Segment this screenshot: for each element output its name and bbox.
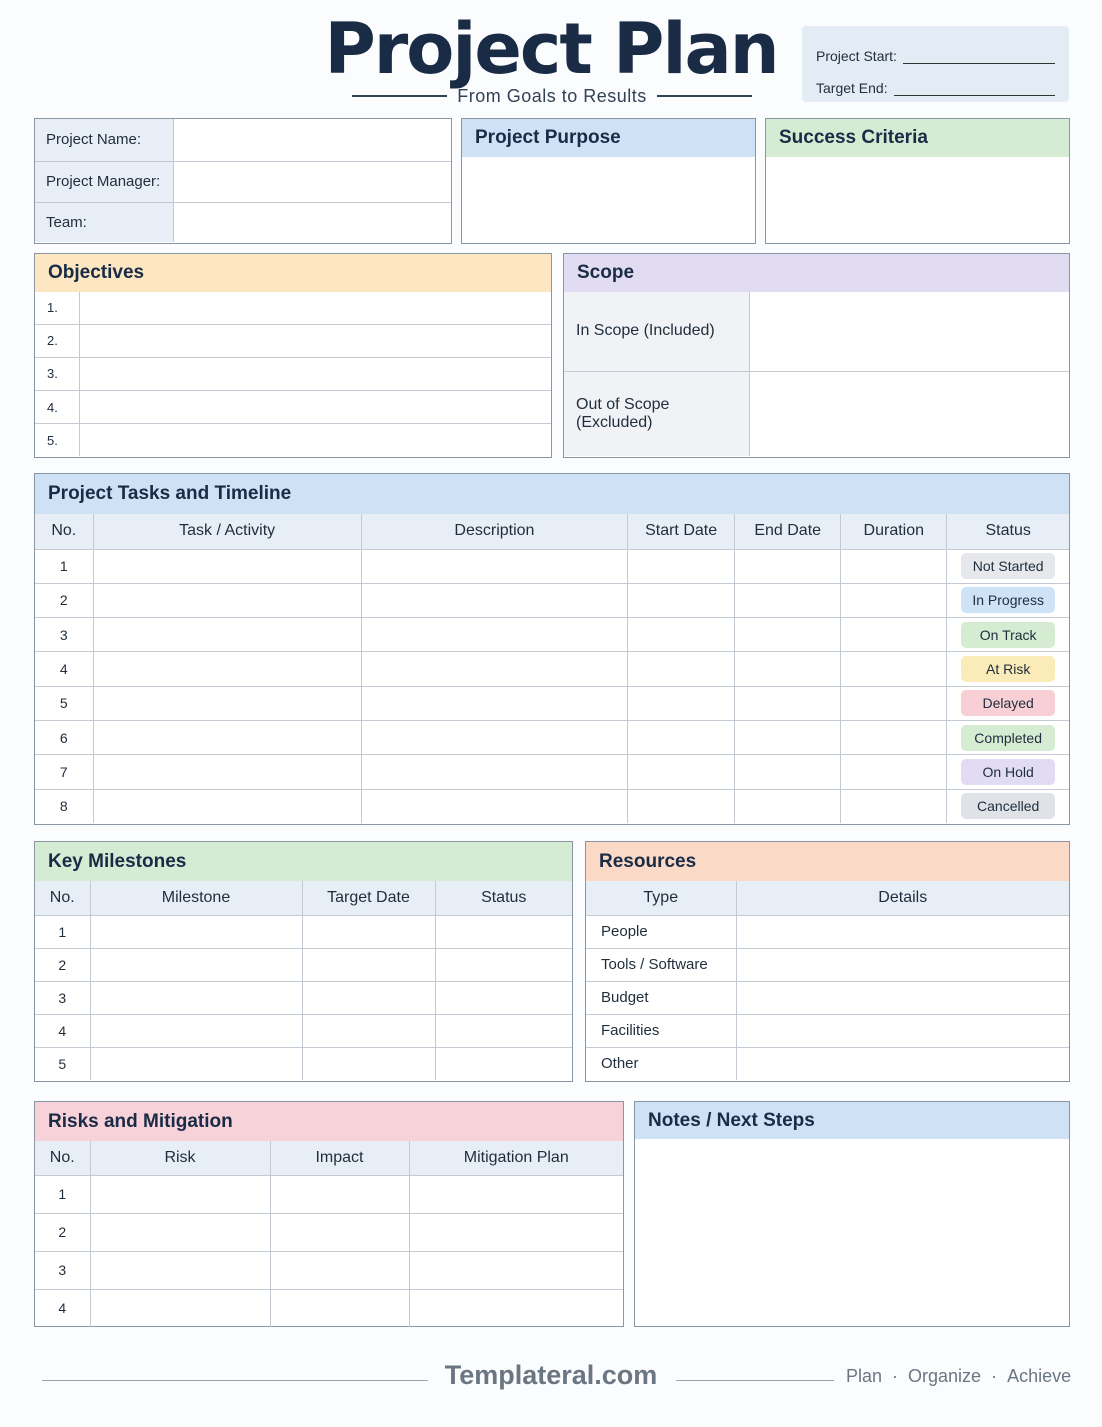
duration-field[interactable] bbox=[841, 549, 947, 583]
milestone-status-field[interactable] bbox=[435, 915, 572, 948]
objective-field[interactable] bbox=[79, 324, 551, 357]
start-date-field[interactable] bbox=[628, 720, 735, 754]
table-row bbox=[35, 618, 1069, 652]
status-badge[interactable]: In Progress bbox=[961, 587, 1055, 613]
description-field[interactable] bbox=[361, 755, 627, 789]
status-badge[interactable]: On Hold bbox=[961, 759, 1055, 785]
objective-field[interactable] bbox=[79, 292, 551, 324]
footer-rule-right bbox=[676, 1380, 834, 1381]
table-row bbox=[35, 755, 1069, 789]
task-number: 4 bbox=[35, 652, 93, 686]
duration-field[interactable] bbox=[841, 583, 947, 617]
status-badge[interactable]: Delayed bbox=[961, 690, 1055, 716]
task-field[interactable] bbox=[93, 755, 361, 789]
start-date-field[interactable] bbox=[628, 686, 735, 720]
target-end-row bbox=[816, 70, 1055, 96]
task-field[interactable] bbox=[93, 720, 361, 754]
table-row bbox=[586, 948, 1069, 981]
in-scope-label: In Scope (Included) bbox=[564, 292, 749, 371]
purpose-panel bbox=[461, 118, 756, 244]
status-cell[interactable] bbox=[947, 583, 1069, 617]
table-row bbox=[35, 948, 572, 981]
resource-type: People bbox=[586, 915, 736, 948]
table-row bbox=[35, 1175, 623, 1213]
milestone-number: 4 bbox=[35, 1014, 90, 1047]
milestone-field[interactable] bbox=[90, 948, 302, 981]
task-number: 2 bbox=[35, 583, 93, 617]
page-subtitle: From Goals to Results bbox=[457, 85, 647, 106]
table-row bbox=[35, 981, 572, 1014]
duration-field[interactable] bbox=[841, 755, 947, 789]
resource-details-field[interactable] bbox=[736, 981, 1069, 1014]
purpose-field[interactable] bbox=[462, 157, 755, 241]
column-header: No. bbox=[35, 514, 93, 549]
column-header: Status bbox=[947, 514, 1069, 549]
target-end-field[interactable] bbox=[894, 80, 1055, 96]
target-date-field[interactable] bbox=[302, 915, 435, 948]
footer-rule-left bbox=[42, 1380, 428, 1381]
risks-panel bbox=[34, 1101, 624, 1327]
risks-heading: Risks and Mitigation bbox=[35, 1102, 623, 1141]
end-date-field[interactable] bbox=[735, 618, 841, 652]
resources-heading: Resources bbox=[586, 842, 1069, 881]
scope-heading: Scope bbox=[564, 254, 1069, 292]
start-date-field[interactable] bbox=[628, 755, 735, 789]
success-heading: Success Criteria bbox=[766, 119, 1069, 157]
in-scope-field[interactable] bbox=[749, 292, 1069, 371]
column-header: Details bbox=[736, 881, 1069, 915]
objective-number: 2. bbox=[35, 324, 79, 357]
objective-number: 4. bbox=[35, 391, 79, 424]
table-row bbox=[35, 720, 1069, 754]
end-date-field[interactable] bbox=[735, 755, 841, 789]
resource-type: Budget bbox=[586, 981, 736, 1014]
table-row bbox=[586, 1047, 1069, 1080]
table-row bbox=[586, 1014, 1069, 1047]
footer-tag: Achieve bbox=[1007, 1366, 1072, 1386]
objective-field[interactable] bbox=[79, 391, 551, 424]
resources-panel bbox=[585, 841, 1070, 1082]
status-cell[interactable] bbox=[947, 549, 1069, 583]
status-badge[interactable]: At Risk bbox=[961, 656, 1055, 682]
risk-number: 1 bbox=[35, 1175, 90, 1213]
milestone-field[interactable] bbox=[90, 981, 302, 1014]
mitigation-field[interactable] bbox=[409, 1213, 623, 1251]
end-date-field[interactable] bbox=[735, 549, 841, 583]
end-date-field[interactable] bbox=[735, 686, 841, 720]
task-number: 6 bbox=[35, 720, 93, 754]
status-cell[interactable] bbox=[947, 686, 1069, 720]
status-badge[interactable]: Not Started bbox=[961, 553, 1055, 579]
success-field[interactable] bbox=[766, 157, 1069, 241]
impact-field[interactable] bbox=[270, 1175, 409, 1213]
end-date-field[interactable] bbox=[735, 652, 841, 686]
footer-dot: · bbox=[892, 1366, 899, 1386]
notes-panel bbox=[634, 1101, 1070, 1327]
objective-field[interactable] bbox=[79, 424, 551, 456]
risk-number: 3 bbox=[35, 1251, 90, 1289]
status-cell[interactable] bbox=[947, 755, 1069, 789]
milestone-number: 1 bbox=[35, 915, 90, 948]
start-date-field[interactable] bbox=[628, 549, 735, 583]
status-cell[interactable] bbox=[947, 720, 1069, 754]
column-header: Risk bbox=[90, 1141, 270, 1175]
objective-field[interactable] bbox=[79, 357, 551, 390]
project-manager-field[interactable] bbox=[173, 161, 451, 202]
table-row bbox=[35, 652, 1069, 686]
mitigation-field[interactable] bbox=[409, 1251, 623, 1289]
tasks-table bbox=[35, 514, 1069, 823]
resource-type: Other bbox=[586, 1047, 736, 1080]
resource-details-field[interactable] bbox=[736, 915, 1069, 948]
table-row bbox=[35, 1014, 572, 1047]
target-date-field[interactable] bbox=[302, 1014, 435, 1047]
project-start-field[interactable] bbox=[903, 48, 1055, 64]
table-row bbox=[35, 1047, 572, 1080]
start-date-field[interactable] bbox=[628, 652, 735, 686]
out-scope-field[interactable] bbox=[749, 371, 1069, 456]
milestone-status-field[interactable] bbox=[435, 1014, 572, 1047]
dates-box bbox=[802, 26, 1069, 102]
target-date-field[interactable] bbox=[302, 981, 435, 1014]
description-field[interactable] bbox=[361, 686, 627, 720]
resource-details-field[interactable] bbox=[736, 1047, 1069, 1080]
risk-number: 2 bbox=[35, 1213, 90, 1251]
table-row bbox=[35, 1213, 623, 1251]
milestone-number: 5 bbox=[35, 1047, 90, 1080]
task-number: 8 bbox=[35, 789, 93, 823]
description-field[interactable] bbox=[361, 720, 627, 754]
footer-tag: Plan bbox=[846, 1366, 883, 1386]
column-header: Target Date bbox=[302, 881, 435, 915]
status-badge[interactable]: Cancelled bbox=[961, 793, 1055, 819]
team-label: Team: bbox=[35, 202, 173, 242]
description-field[interactable] bbox=[361, 618, 627, 652]
project-name-field[interactable] bbox=[173, 119, 451, 161]
objective-number: 3. bbox=[35, 357, 79, 390]
milestone-status-field[interactable] bbox=[435, 981, 572, 1014]
resources-table bbox=[586, 881, 1069, 1080]
objectives-heading: Objectives bbox=[35, 254, 551, 292]
footer-dot: · bbox=[991, 1366, 998, 1386]
success-panel bbox=[765, 118, 1070, 244]
team-field[interactable] bbox=[173, 202, 451, 242]
objectives-panel bbox=[34, 253, 552, 458]
status-cell[interactable] bbox=[947, 789, 1069, 823]
subtitle-row bbox=[352, 84, 752, 108]
project-start-label: Project Start: bbox=[816, 48, 897, 64]
tasks-heading: Project Tasks and Timeline bbox=[35, 474, 1069, 514]
risk-number: 4 bbox=[35, 1289, 90, 1327]
status-badge[interactable]: Completed bbox=[961, 725, 1055, 751]
task-field[interactable] bbox=[93, 618, 361, 652]
task-field[interactable] bbox=[93, 549, 361, 583]
target-date-field[interactable] bbox=[302, 948, 435, 981]
risks-table bbox=[35, 1141, 623, 1327]
task-number: 1 bbox=[35, 549, 93, 583]
risk-field[interactable] bbox=[90, 1175, 270, 1213]
table-row bbox=[35, 583, 1069, 617]
impact-field[interactable] bbox=[270, 1213, 409, 1251]
risk-field[interactable] bbox=[90, 1213, 270, 1251]
end-date-field[interactable] bbox=[735, 720, 841, 754]
milestone-number: 3 bbox=[35, 981, 90, 1014]
project-manager-label: Project Manager: bbox=[35, 161, 173, 202]
objective-number: 5. bbox=[35, 424, 79, 456]
table-row bbox=[35, 789, 1069, 823]
task-field[interactable] bbox=[93, 583, 361, 617]
milestone-number: 2 bbox=[35, 948, 90, 981]
purpose-heading: Project Purpose bbox=[462, 119, 755, 157]
task-number: 7 bbox=[35, 755, 93, 789]
duration-field[interactable] bbox=[841, 686, 947, 720]
table-row bbox=[35, 686, 1069, 720]
milestone-field[interactable] bbox=[90, 1014, 302, 1047]
risk-field[interactable] bbox=[90, 1289, 270, 1327]
status-cell[interactable] bbox=[947, 652, 1069, 686]
column-header: Description bbox=[361, 514, 627, 549]
column-header: Mitigation Plan bbox=[409, 1141, 623, 1175]
out-scope-label: Out of Scope (Excluded) bbox=[564, 371, 749, 456]
resource-type: Facilities bbox=[586, 1014, 736, 1047]
duration-field[interactable] bbox=[841, 618, 947, 652]
column-header: Impact bbox=[270, 1141, 409, 1175]
column-header: Start Date bbox=[628, 514, 735, 549]
scope-panel bbox=[563, 253, 1070, 458]
target-date-field[interactable] bbox=[302, 1047, 435, 1080]
resource-details-field[interactable] bbox=[736, 948, 1069, 981]
column-header: End Date bbox=[735, 514, 841, 549]
column-header: No. bbox=[35, 1141, 90, 1175]
task-field[interactable] bbox=[93, 789, 361, 823]
milestone-field[interactable] bbox=[90, 915, 302, 948]
tasks-panel bbox=[34, 473, 1070, 825]
target-end-label: Target End: bbox=[816, 80, 888, 96]
duration-field[interactable] bbox=[841, 720, 947, 754]
table-row bbox=[586, 981, 1069, 1014]
end-date-field[interactable] bbox=[735, 789, 841, 823]
duration-field[interactable] bbox=[841, 652, 947, 686]
project-name-label: Project Name: bbox=[35, 119, 173, 161]
subtitle-rule-right bbox=[657, 95, 752, 97]
project-info-panel bbox=[34, 118, 452, 244]
task-number: 3 bbox=[35, 618, 93, 652]
mitigation-field[interactable] bbox=[409, 1175, 623, 1213]
start-date-field[interactable] bbox=[628, 789, 735, 823]
description-field[interactable] bbox=[361, 583, 627, 617]
task-field[interactable] bbox=[93, 652, 361, 686]
impact-field[interactable] bbox=[270, 1251, 409, 1289]
notes-heading: Notes / Next Steps bbox=[635, 1102, 1069, 1139]
column-header: Milestone bbox=[90, 881, 302, 915]
duration-field[interactable] bbox=[841, 789, 947, 823]
resource-details-field[interactable] bbox=[736, 1014, 1069, 1047]
milestone-status-field[interactable] bbox=[435, 1047, 572, 1080]
description-field[interactable] bbox=[361, 549, 627, 583]
objective-number: 1. bbox=[35, 292, 79, 324]
column-header: Duration bbox=[841, 514, 947, 549]
start-date-field[interactable] bbox=[628, 618, 735, 652]
subtitle-rule-left bbox=[352, 95, 447, 97]
description-field[interactable] bbox=[361, 652, 627, 686]
milestones-table bbox=[35, 881, 572, 1080]
description-field[interactable] bbox=[361, 789, 627, 823]
footer-tag: Organize bbox=[908, 1366, 982, 1386]
table-row bbox=[35, 1289, 623, 1327]
milestones-panel bbox=[34, 841, 573, 1082]
table-row bbox=[35, 1251, 623, 1289]
status-cell[interactable] bbox=[947, 618, 1069, 652]
risk-field[interactable] bbox=[90, 1251, 270, 1289]
column-header: Status bbox=[435, 881, 572, 915]
footer-brand: Templateral.com bbox=[444, 1360, 658, 1390]
column-header: Task / Activity bbox=[93, 514, 361, 549]
notes-field[interactable] bbox=[635, 1139, 1069, 1325]
resource-type: Tools / Software bbox=[586, 948, 736, 981]
task-number: 5 bbox=[35, 686, 93, 720]
milestone-field[interactable] bbox=[90, 1047, 302, 1080]
column-header: No. bbox=[35, 881, 90, 915]
milestone-status-field[interactable] bbox=[435, 948, 572, 981]
project-start-row bbox=[816, 38, 1055, 64]
column-header: Type bbox=[586, 881, 736, 915]
table-row bbox=[35, 915, 572, 948]
milestones-heading: Key Milestones bbox=[35, 842, 572, 881]
status-badge[interactable]: On Track bbox=[961, 622, 1055, 648]
start-date-field[interactable] bbox=[628, 583, 735, 617]
end-date-field[interactable] bbox=[735, 583, 841, 617]
footer-tags bbox=[846, 1366, 1071, 1387]
mitigation-field[interactable] bbox=[409, 1289, 623, 1327]
task-field[interactable] bbox=[93, 686, 361, 720]
impact-field[interactable] bbox=[270, 1289, 409, 1327]
page-title: Project Plan bbox=[324, 8, 778, 90]
table-row bbox=[35, 549, 1069, 583]
table-row bbox=[586, 915, 1069, 948]
